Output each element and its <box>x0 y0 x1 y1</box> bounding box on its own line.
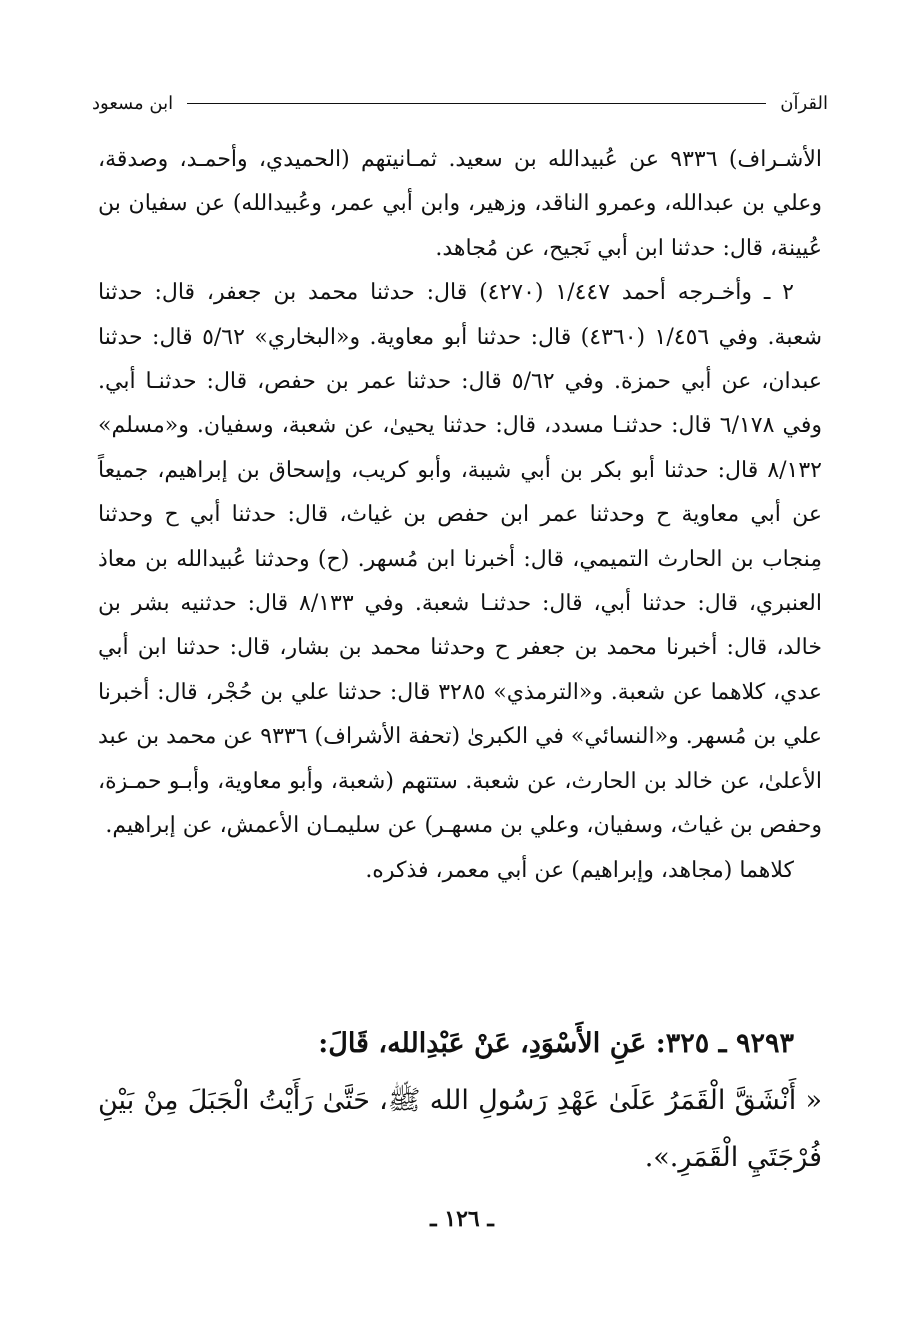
paragraph-sources: ٢ ـ وأخـرجه أحمد ١/٤٤٧ (٤٢٧٠) قال: حدثنا محمد بن جعفر، قال: حدثنا شعبة. وفي ١/٤٥٦ (٤٣٦٠) قال: حدثنا أبو معاوية. و«البخاري» ٥/٦٢ قال: حدثنا عبدان، عن أبي حمزة. وفي ٥/٦٢ قال: حدثنا عمر بن حفص، قال: حدثنـا أبي. وفي ٦/١٧٨ قال: حدثنـا مسدد، قال: حدثنا يحيىٰ، عن شعبة، وسفيان. و«مسلم» ٨/١٣٢ قال: حدثنا أبو بكر بن أبي شيبة، وأبو كريب، وإسحاق بن إبراهيم، جميعاً عن أبي معاوية ح وحدثنا عمر ابن حفص بن غياث، قال: حدثنا أبي ح وحدثنا مِنجاب بن الحارث التميمي، قال: أخبرنا ابن مُسهر. (ح) وحدثنا عُبيدالله بن معاذ العنبري، قال: حدثنا أبي، قال: حدثنـا شعبة. وفي ٨/١٣٣ قال: حدثنيه بشر بن خالد، قال: أخبرنا محمد بن جعفر ح وحدثنا محمد بن بشار، قال: حدثنا ابن أبي عدي، كلاهما عن شعبة. و«الترمذي» ٣٢٨٥ قال: حدثنا علي بن حُجْر، قال: أخبرنا علي بن مُسهر. و«النسائي» في الكبرىٰ (تحفة الأشراف) ٩٣٣٦ عن محمد بن عبد الأعلىٰ، عن خالد بن الحارث، عن شعبة. ستتهم (شعبة، وأبو معاوية، وأبـو حمـزة، وحفص بن غياث، وسفيان، وعلي بن مسهـر) عن سليمـان الأعمش، عن إبراهيم. <box>98 280 823 839</box>
header-right-title: القرآن <box>780 92 828 114</box>
header-left-title: ابن مسعود <box>92 92 174 114</box>
hadith-heading: ٩٢٩٣ ـ ٣٢٥: عَنِ الأَسْوَدِ، عَنْ عَبْدِالله، قَالَ: <box>318 1028 794 1059</box>
paragraph-conclusion: كلاهما (مجاهد، وإبراهيم) عن أبي معمر، فذكره. <box>365 857 794 883</box>
hadith-text: « أَنْشَقَّ الْقَمَرُ عَلَىٰ عَهْدِ رَسُولِ الله ﷺ، حَتَّىٰ رَأَيْتُ الْجَبَلَ مِنْ بَيْنِ فُرْجَتَيِ الْقَمَرِ.». <box>98 1085 822 1173</box>
footnote-text <box>98 138 822 893</box>
running-header <box>92 88 828 118</box>
paragraph-continuation: الأشـراف) ٩٣٣٦ عن عُبيدالله بن سعيد. ثمـانيتهم (الحميدي، وأحمـد، وصدقة، وعلي بن عبدالله، وعمرو الناقد، وزهير، وابن أبي عمر، وعُبيدالله) عن سفيان بن عُيينة، قال: حدثنا ابن أبي نَجيح، عن مُجاهد. <box>98 147 822 261</box>
page-number: ـ ١٢٦ ـ <box>430 1206 494 1232</box>
header-rule <box>187 103 766 104</box>
hadith-block <box>98 1015 822 1186</box>
